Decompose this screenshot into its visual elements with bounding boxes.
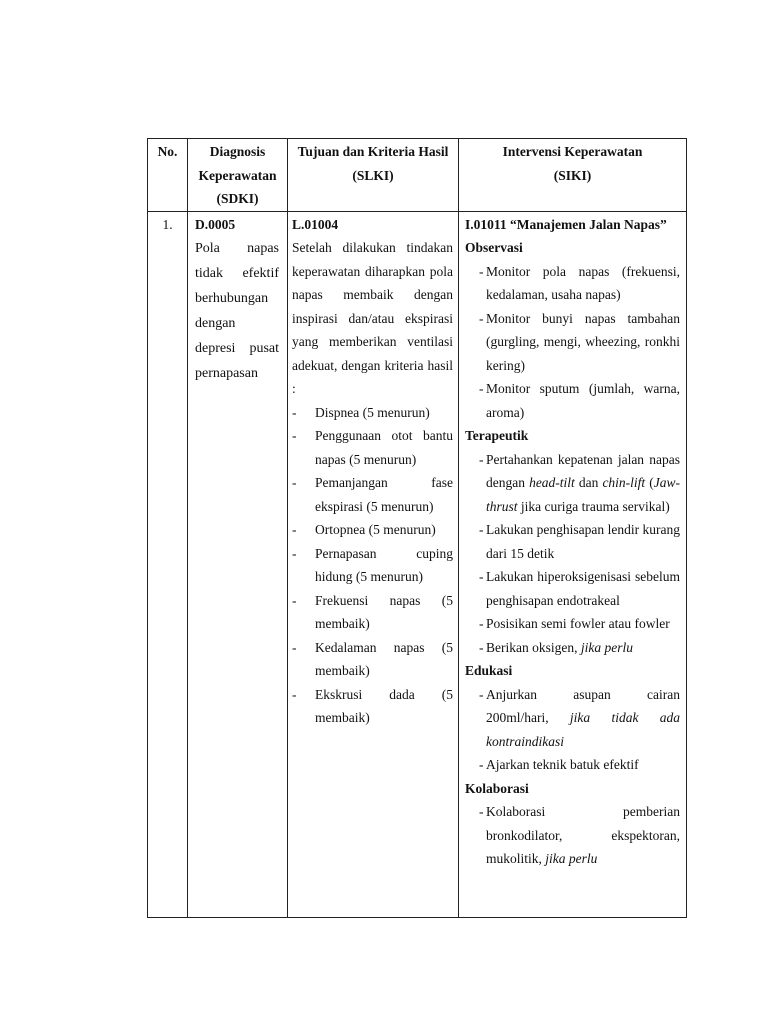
list-item: - Pemanjangan fase ekspirasi (5 menurun) — [292, 475, 453, 514]
list-item: - Kedalaman napas (5 membaik) — [292, 639, 453, 678]
terapeutik-list — [465, 448, 680, 660]
list-item: - Penggunaan otot bantu napas (5 menurun) — [292, 428, 453, 467]
header-intervention: Intervensi Keperawatan (SIKI) — [459, 139, 687, 212]
section-terapeutik: Terapeutik — [465, 428, 529, 443]
list-item: - Dispnea (5 menurun) — [292, 404, 430, 420]
list-item: - Pernapasan cuping hidung (5 menurun) — [292, 545, 453, 584]
diagnosis-code: D.0005 — [195, 216, 236, 232]
intervention-title: I.01011 “Manajemen Jalan Napas” — [465, 216, 667, 232]
header-diagnosis: Diagnosis Keperawatan (SDKI) — [188, 139, 288, 212]
list-item: - Ajarkan teknik batuk efektif — [479, 757, 639, 772]
goal-code: L.01004 — [292, 216, 339, 232]
goal-cell — [288, 211, 459, 918]
list-item: - Kolaborasi pemberian bronkodilator, ekspektoran, mukolitik, jika perlu — [479, 804, 680, 866]
section-observasi: Observasi — [465, 240, 523, 255]
row-number: 1. — [148, 211, 188, 918]
section-kolaborasi: Kolaborasi — [465, 780, 529, 796]
observasi-list — [465, 260, 680, 425]
list-item: - Monitor pola napas (frekuensi, kedalaman, usaha napas) — [479, 263, 680, 302]
header-no: No. — [148, 139, 188, 212]
table-row — [148, 211, 687, 918]
list-item: - Berikan oksigen, jika perlu — [479, 639, 633, 655]
goal-intro: Setelah dilakukan tindakan keperawatan diharapkan pola napas membaik dengan inspirasi dan/atau ekspirasi yang memberikan ventilasi adekuat, dengan kriteria hasil : — [292, 240, 453, 396]
section-edukasi: Edukasi — [465, 663, 513, 678]
list-item: - Monitor sputum (jumlah, warna, aroma) — [479, 381, 680, 420]
list-item: - Frekuensi napas (5 membaik) — [292, 592, 453, 631]
list-item: - Posisikan semi fowler atau fowler — [479, 616, 670, 631]
header-goal: Tujuan dan Kriteria Hasil (SLKI) — [288, 139, 459, 212]
list-item: - Lakukan penghisapan lendir kurang dari 15 detik — [479, 522, 680, 561]
edukasi-list — [465, 683, 680, 777]
goal-criteria-list — [292, 401, 453, 730]
diagnosis-text: Pola napas tidak efektif berhubungan dengan depresi pusat pernapasan — [195, 241, 279, 381]
list-item: - Lakukan hiperoksigenisasi sebelum penghisapan endotrakeal — [479, 569, 680, 608]
nursing-care-plan-table — [147, 138, 687, 918]
list-item: - Pertahankan kepatenan jalan napas dengan head-tilt dan chin-lift (Jaw-thrust jika curiga trauma servikal) — [479, 451, 680, 514]
table-header-row — [148, 139, 687, 212]
intervention-cell — [459, 211, 687, 918]
list-item: - Ekskrusi dada (5 membaik) — [292, 686, 453, 725]
list-item: - Anjurkan asupan cairan 200ml/hari, jika tidak ada kontraindikasi — [479, 686, 680, 749]
list-item: - Monitor bunyi napas tambahan (gurgling, mengi, wheezing, ronkhi kering) — [479, 310, 680, 373]
list-item: - Ortopnea (5 menurun) — [292, 522, 436, 537]
kolaborasi-list — [465, 800, 680, 871]
diagnosis-cell — [188, 211, 288, 918]
